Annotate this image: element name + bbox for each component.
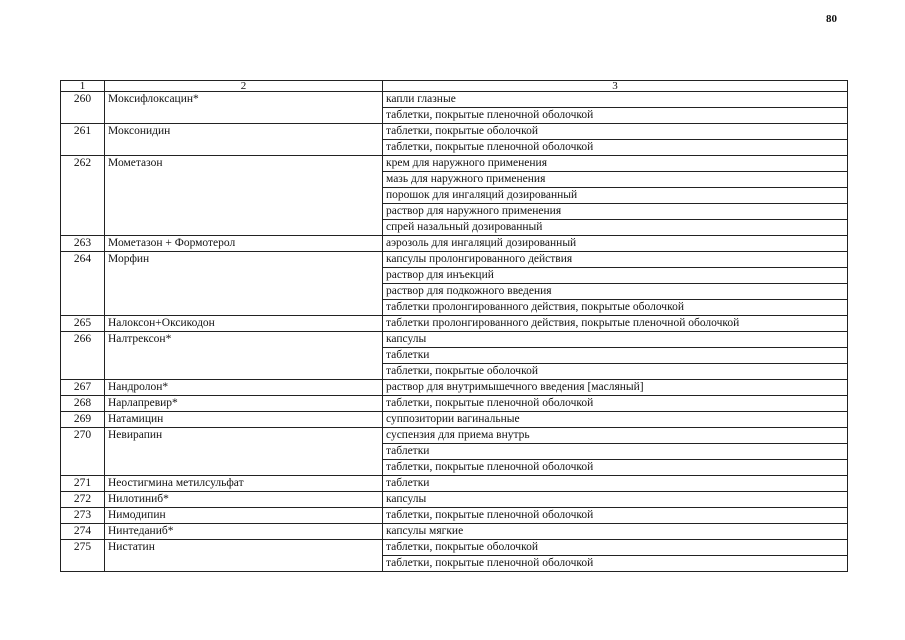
drug-name: Неостигмина метилсульфат	[105, 476, 383, 492]
row-number: 273	[61, 508, 105, 524]
table-row	[61, 316, 848, 332]
dosage-form: раствор для инъекций	[383, 268, 848, 284]
dosage-form: таблетки, покрытые оболочкой	[383, 124, 848, 140]
drug-name: Нинтеданиб*	[105, 524, 383, 540]
drug-name: Нилотиниб*	[105, 492, 383, 508]
row-number: 263	[61, 236, 105, 252]
dosage-form: спрей назальный дозированный	[383, 220, 848, 236]
drug-name: Морфин	[105, 252, 383, 316]
medication-table	[60, 80, 848, 572]
row-number: 261	[61, 124, 105, 156]
dosage-form: таблетки, покрытые пленочной оболочкой	[383, 460, 848, 476]
table-row	[61, 428, 848, 444]
table-row	[61, 252, 848, 268]
dosage-form: таблетки, покрытые пленочной оболочкой	[383, 396, 848, 412]
drug-name: Моксонидин	[105, 124, 383, 156]
drug-name: Моксифлоксацин*	[105, 92, 383, 124]
drug-name: Налтрексон*	[105, 332, 383, 380]
table-row	[61, 156, 848, 172]
row-number: 262	[61, 156, 105, 236]
drug-name: Натамицин	[105, 412, 383, 428]
drug-name: Налоксон+Оксикодон	[105, 316, 383, 332]
row-number: 271	[61, 476, 105, 492]
header-col-3: 3	[383, 81, 848, 92]
drug-name: Мометазон	[105, 156, 383, 236]
table-row	[61, 396, 848, 412]
dosage-form: таблетки пролонгированного действия, покрытые оболочкой	[383, 300, 848, 316]
dosage-form: раствор для наружного применения	[383, 204, 848, 220]
dosage-form: капсулы пролонгированного действия	[383, 252, 848, 268]
dosage-form: таблетки пролонгированного действия, покрытые пленочной оболочкой	[383, 316, 848, 332]
dosage-form: таблетки	[383, 348, 848, 364]
row-number: 272	[61, 492, 105, 508]
row-number: 265	[61, 316, 105, 332]
dosage-form: таблетки, покрытые пленочной оболочкой	[383, 108, 848, 124]
dosage-form: порошок для ингаляций дозированный	[383, 188, 848, 204]
header-col-2: 2	[105, 81, 383, 92]
table-row	[61, 524, 848, 540]
row-number: 274	[61, 524, 105, 540]
dosage-form: капли глазные	[383, 92, 848, 108]
row-number: 275	[61, 540, 105, 572]
row-number: 266	[61, 332, 105, 380]
dosage-form: аэрозоль для ингаляций дозированный	[383, 236, 848, 252]
table-row	[61, 332, 848, 348]
row-number: 264	[61, 252, 105, 316]
dosage-form: таблетки	[383, 444, 848, 460]
table-row	[61, 412, 848, 428]
dosage-form: капсулы	[383, 492, 848, 508]
dosage-form: таблетки, покрытые оболочкой	[383, 540, 848, 556]
dosage-form: таблетки, покрытые пленочной оболочкой	[383, 556, 848, 572]
dosage-form: суппозитории вагинальные	[383, 412, 848, 428]
table-row	[61, 540, 848, 556]
row-number: 268	[61, 396, 105, 412]
dosage-form: раствор для внутримышечного введения [масляный]	[383, 380, 848, 396]
drug-name: Нимодипин	[105, 508, 383, 524]
row-number: 269	[61, 412, 105, 428]
table-row	[61, 508, 848, 524]
dosage-form: мазь для наружного применения	[383, 172, 848, 188]
row-number: 270	[61, 428, 105, 476]
table-row	[61, 124, 848, 140]
table-row	[61, 92, 848, 108]
page-number: 80	[826, 13, 837, 25]
dosage-form: таблетки, покрытые пленочной оболочкой	[383, 140, 848, 156]
table-row	[61, 380, 848, 396]
dosage-form: таблетки	[383, 476, 848, 492]
dosage-form: раствор для подкожного введения	[383, 284, 848, 300]
dosage-form: капсулы	[383, 332, 848, 348]
row-number: 267	[61, 380, 105, 396]
table-row	[61, 236, 848, 252]
header-col-1: 1	[61, 81, 105, 92]
dosage-form: суспензия для приема внутрь	[383, 428, 848, 444]
dosage-form: таблетки, покрытые оболочкой	[383, 364, 848, 380]
table-header-row	[61, 81, 848, 92]
dosage-form: капсулы мягкие	[383, 524, 848, 540]
table-row	[61, 476, 848, 492]
drug-name: Мометазон + Формотерол	[105, 236, 383, 252]
dosage-form: крем для наружного применения	[383, 156, 848, 172]
dosage-form: таблетки, покрытые пленочной оболочкой	[383, 508, 848, 524]
drug-name: Невирапин	[105, 428, 383, 476]
table-row	[61, 492, 848, 508]
drug-name: Нарлапревир*	[105, 396, 383, 412]
drug-name: Нистатин	[105, 540, 383, 572]
drug-name: Нандролон*	[105, 380, 383, 396]
row-number: 260	[61, 92, 105, 124]
